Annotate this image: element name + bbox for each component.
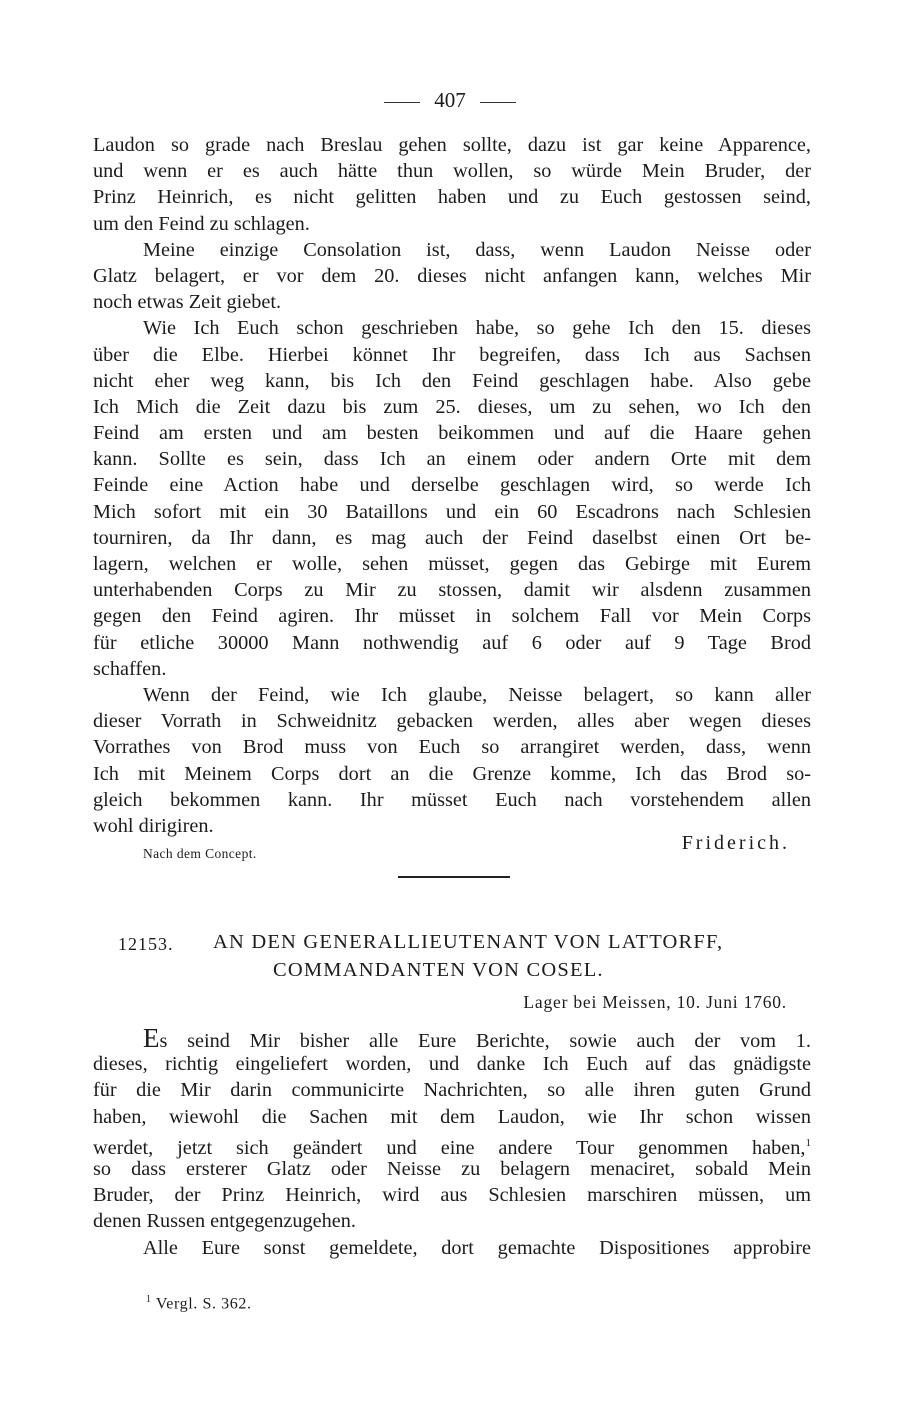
text-line: gegen den Feind agiren. Ihr müsset in solchem Fall vor Mein Corps <box>93 605 811 628</box>
text-line: lagern, welchen er wolle, sehen müsset, gegen das Gebirge mit Eurem <box>93 553 811 575</box>
text-line: kann. Sollte es sein, dass Ich an einem oder andern Orte mit dem <box>93 448 811 471</box>
text-line: Ich Mich die Zeit dazu bis zum 25. dieses, um zu sehen, wo Ich den <box>93 395 811 418</box>
text-line: nicht eher weg kann, bis Ich den Feind geschlagen habe. Also gebe <box>93 369 811 392</box>
text-line: noch etwas Zeit giebet. <box>93 291 282 314</box>
first-line-text: s seind Mir bisher alle Eure Berichte, sowie auch der vom 1. <box>159 1030 811 1052</box>
text-line: Meine einzige Consolation ist, dass, wenn Laudon Neisse oder <box>143 238 811 261</box>
text-line: Prinz Heinrich, es nicht gelitten haben und zu Euch gestossen seind, <box>93 186 811 209</box>
text-line: für die Mir darin communicirte Nachrichten, so alle ihren guten Grund <box>93 1079 811 1102</box>
text-line: Bruder, der Prinz Heinrich, wird aus Schlesien marschiren müssen, um <box>93 1184 811 1207</box>
text-line: Ich mit Meinem Corps dort an die Grenze komme, Ich das Brod so- <box>93 762 811 785</box>
text-line <box>93 1025 811 1051</box>
drop-initial: E <box>143 1023 160 1053</box>
heading-line-2: COMMANDANTEN VON COSEL. <box>273 959 604 981</box>
closing-row <box>143 832 790 862</box>
text-line: so dass ersterer Glatz oder Neisse zu belagern menaciret, sobald Mein <box>93 1157 811 1180</box>
text-line: Alle Eure sonst gemeldete, dort gemachte Dispositiones approbire <box>143 1236 811 1259</box>
footnote-text: Vergl. S. 362. <box>155 1295 252 1313</box>
page-header <box>0 88 900 113</box>
letter-1-body <box>93 132 811 839</box>
text-line: dieses, richtig eingeliefert worden, und danke Ich Euch auf das gnädigste <box>93 1053 811 1076</box>
signature: Friderich. <box>681 832 790 854</box>
page-number: 407 <box>434 88 466 112</box>
text-line: dieser Vorrath in Schweidnitz gebacken werden, alles aber wegen dieses <box>93 710 811 733</box>
text-line: Vorrathes von Brod muss von Euch so arrangiret werden, dass, wenn <box>93 736 811 759</box>
text-line: um den Feind zu schlagen. <box>93 212 310 235</box>
text-line: denen Russen entgegenzugehen. <box>93 1210 357 1233</box>
text-line: Laudon so grade nach Breslau gehen sollte, dazu ist gar keine Apparence, <box>93 134 811 156</box>
text-line <box>93 1130 811 1159</box>
footnote <box>146 1294 252 1313</box>
text-line: gleich bekommen kann. Ihr müsset Euch nach vorstehendem allen <box>93 788 811 811</box>
letter-number: 12153. <box>118 934 174 954</box>
text-line: wohl dirigiren. <box>93 814 214 837</box>
heading-line-1: AN DEN GENERALLIEUTENANT VON LATTORFF, <box>213 931 724 953</box>
text-line: schaffen. <box>93 657 167 680</box>
text-line: Feinde eine Action habe und derselbe geschlagen wird, so werde Ich <box>93 474 811 497</box>
text-line: Mich sofort mit ein 30 Bataillons und ein 60 Escadrons nach Schlesien <box>93 500 811 523</box>
text-line: unterhabenden Corps zu Mir zu stossen, damit wir alsdenn zusammen <box>93 579 811 602</box>
text-line: für etliche 30000 Mann nothwendig auf 6 oder auf 9 Tage Brod <box>93 631 811 654</box>
text-line: Wie Ich Euch schon geschrieben habe, so gehe Ich den 15. dieses <box>143 317 811 340</box>
footnote-marker: 1 <box>146 1294 152 1305</box>
letter-2-body <box>93 1025 811 1261</box>
text-line: Feind am ersten und am besten beikommen und auf die Haare gehen <box>93 422 811 445</box>
footnote-reference: 1 <box>805 1136 811 1149</box>
header-dash-left <box>384 102 420 103</box>
text-line: und wenn er es auch hätte thun wollen, so würde Mein Bruder, der <box>93 160 811 183</box>
text-line: haben, wiewohl die Sachen mit dem Laudon, wie Ihr schon wissen <box>93 1105 811 1128</box>
section-divider <box>398 876 510 878</box>
text-line: Glatz belagert, er vor dem 20. dieses nicht anfangen kann, welches Mir <box>93 264 811 287</box>
text-line: tourniren, da Ihr dann, es mag auch der Feind daselbst einen Ort be- <box>93 526 811 549</box>
text-line: Wenn der Feind, wie Ich glaube, Neisse belagert, so kann aller <box>143 683 811 706</box>
line-text: werdet, jetzt sich geändert und eine andere Tour genommen haben, <box>93 1136 806 1159</box>
source-note: Nach dem Concept. <box>143 846 257 861</box>
header-dash-right <box>480 102 516 103</box>
dateline: Lager bei Meissen, 10. Juni 1760. <box>523 992 787 1012</box>
text-line: über die Elbe. Hierbei könnet Ihr begreifen, dass Ich aus Sachsen <box>93 343 811 366</box>
